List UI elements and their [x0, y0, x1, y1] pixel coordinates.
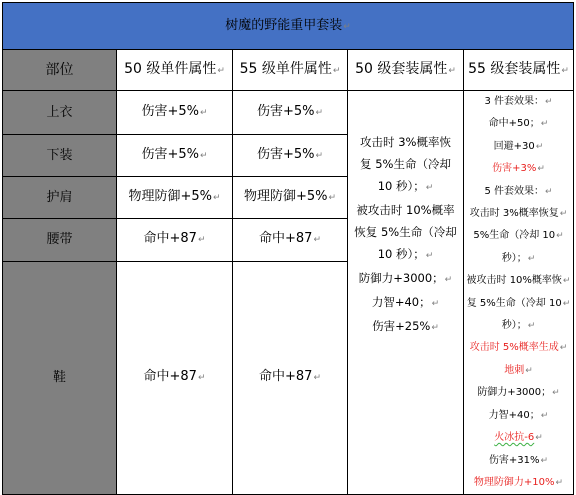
table-title [3, 3, 574, 50]
set55-line [464, 472, 573, 494]
set55-line-text: 伤害+31% [488, 454, 540, 466]
paragraph-mark-icon: ↵ [197, 373, 206, 384]
value-text: 物理防御+5% [243, 189, 328, 205]
paragraph-mark-icon: ↵ [559, 209, 568, 220]
part-label [3, 177, 117, 219]
set55-line [464, 225, 573, 247]
paragraph-mark-icon: ↵ [545, 97, 553, 107]
set55-line-text: 伤害+3% [492, 163, 537, 175]
paragraph-mark-icon: ↵ [535, 141, 544, 152]
set55-line-text: 防御力+3000； [477, 387, 552, 399]
value-text: 命中+87 [259, 369, 313, 385]
value-text: 伤害+5% [141, 147, 199, 163]
lv55-single-value [233, 219, 348, 261]
set55-line [464, 382, 573, 404]
set55-line [464, 181, 573, 203]
paragraph-mark-icon: ↵ [540, 119, 549, 130]
header-lv55-set-text: 55 级套装属性 [468, 60, 561, 77]
paragraph-mark-icon: ↵ [328, 193, 337, 204]
paragraph-mark-icon: ↵ [559, 343, 568, 354]
set50-line-text: 防御力+3000； [358, 271, 444, 285]
paragraph-mark-icon: ↵ [425, 251, 434, 261]
header-lv50-single-text: 50 级单件属性 [124, 60, 217, 77]
paragraph-mark-icon: ↵ [217, 65, 225, 76]
header-lv50-set [348, 50, 464, 91]
header-part-text: 部位 [45, 61, 74, 78]
value-text: 伤害+5% [256, 147, 315, 163]
paragraph-mark-icon: ↵ [431, 323, 439, 333]
set55-line [464, 450, 573, 472]
set55-line [464, 113, 573, 135]
set55-line [464, 270, 573, 292]
set55-line-text: 命中+50； [488, 118, 540, 130]
header-lv55-set [464, 50, 574, 91]
set55-line [464, 427, 573, 449]
paragraph-mark-icon: ↵ [444, 275, 453, 285]
paragraph-mark-icon: ↵ [555, 477, 564, 488]
set50-line: 复 5%生命（冷却 [360, 157, 451, 171]
header-lv50-single [117, 50, 233, 91]
paragraph-mark-icon: ↵ [537, 164, 545, 175]
set55-line-text: 物理防御力+10% [473, 476, 555, 488]
set55-line [464, 91, 573, 113]
header-part [3, 50, 117, 91]
part-label-text: 下装 [46, 148, 73, 164]
set55-line-text: 秒）； [501, 320, 527, 332]
paragraph-mark-icon: ↵ [545, 186, 553, 197]
paragraph-mark-icon: ↵ [343, 21, 351, 32]
header-lv55-single [233, 50, 348, 91]
set55-line [464, 315, 573, 337]
lv50-single-value [117, 261, 233, 495]
set55-line [464, 405, 573, 427]
set55-line [464, 337, 573, 359]
set50-line [348, 291, 463, 315]
paragraph-mark-icon: ↵ [199, 108, 208, 119]
part-label-text: 鞋 [52, 370, 66, 386]
paragraph-mark-icon: ↵ [540, 455, 549, 466]
lv50-single-value [117, 91, 233, 135]
set55-line-text: 地刺 [504, 364, 525, 376]
table-title-text: 树魔的野能重甲套装 [225, 17, 343, 33]
paragraph-mark-icon: ↵ [540, 410, 549, 421]
lv50-single-value [117, 177, 233, 219]
set55-line-text: 5%生命（冷却 10 [473, 230, 556, 242]
set55-line [464, 248, 573, 270]
set55-line [464, 360, 573, 382]
header-lv55-single-text: 55 级单件属性 [239, 60, 332, 77]
lv55-single-value [233, 91, 348, 135]
paragraph-mark-icon: ↵ [425, 183, 434, 193]
paragraph-mark-icon: ↵ [448, 65, 456, 76]
lv55-single-value [233, 177, 348, 219]
part-label-text: 腰带 [46, 232, 73, 248]
lv50-single-value [117, 135, 233, 177]
set50-line-text: 10 秒）； [377, 179, 425, 193]
value-text: 伤害+5% [256, 104, 315, 120]
paragraph-mark-icon: ↵ [527, 321, 536, 332]
set55-line-text: 复 5%生命（冷却 10 [466, 297, 562, 309]
value-text: 伤害+5% [141, 104, 199, 120]
paragraph-mark-icon: ↵ [562, 276, 571, 287]
paragraph-mark-icon: ↵ [535, 433, 543, 444]
part-label [3, 135, 117, 177]
set50-line [348, 315, 463, 339]
set50-line-text: 10 秒）； [377, 247, 425, 261]
set55-line-text: 攻击时 3%概率恢复 [469, 208, 559, 220]
set55-line [464, 293, 573, 315]
set55-line-text: 秒）； [501, 252, 527, 264]
value-text: 命中+87 [143, 231, 197, 247]
part-label [3, 261, 117, 495]
set55-line-text: 力智+40； [488, 409, 540, 421]
set55-line-text: 火冰抗-6 [494, 432, 535, 444]
lv55-single-value [233, 135, 348, 177]
set55-line-text: 被攻击时 10%概率恢 [466, 275, 562, 287]
paragraph-mark-icon: ↵ [562, 298, 571, 309]
value-text: 物理防御+5% [128, 189, 212, 205]
set50-line: 恢复 5%生命（冷却 [354, 225, 457, 239]
value-text: 命中+87 [259, 231, 313, 247]
header-lv50-set-text: 50 级套装属性 [355, 60, 448, 77]
part-label-text: 护肩 [46, 190, 73, 206]
set50-line [348, 243, 463, 267]
paragraph-mark-icon: ↵ [527, 253, 536, 264]
paragraph-mark-icon: ↵ [525, 365, 533, 376]
value-text: 命中+87 [143, 369, 197, 385]
paragraph-mark-icon: ↵ [313, 373, 321, 384]
paragraph-mark-icon: ↵ [199, 151, 208, 162]
paragraph-mark-icon: ↵ [315, 151, 324, 162]
lv55-set-effects [464, 91, 574, 495]
lv50-set-effects [348, 91, 464, 495]
paragraph-mark-icon: ↵ [332, 65, 341, 76]
paragraph-mark-icon: ↵ [212, 193, 221, 204]
part-label [3, 219, 117, 261]
paragraph-mark-icon: ↵ [197, 235, 206, 246]
equipment-set-table [2, 2, 574, 495]
paragraph-mark-icon: ↵ [556, 231, 564, 242]
set55-line-text: 3 件套效果： [484, 96, 544, 107]
set50-line: 被攻击时 10%概率 [356, 203, 455, 217]
paragraph-mark-icon: ↵ [552, 388, 560, 399]
set55-line [464, 203, 573, 225]
set55-line-text: 攻击时 5%概率生成 [469, 342, 559, 354]
paragraph-mark-icon: ↵ [431, 299, 440, 309]
set55-line [464, 158, 573, 180]
lv55-single-value [233, 261, 348, 495]
paragraph-mark-icon: ↵ [313, 235, 321, 246]
set50-line [348, 267, 463, 291]
set50-line [348, 175, 463, 199]
set50-line: 攻击时 3%概率恢 [360, 135, 451, 149]
paragraph-mark-icon: ↵ [561, 65, 569, 76]
set50-line-text: 力智+40； [371, 295, 431, 309]
set55-line-text: 回避+30 [493, 140, 535, 152]
set50-line-text: 伤害+25% [372, 319, 431, 333]
set55-line [464, 136, 573, 158]
lv50-single-value [117, 219, 233, 261]
paragraph-mark-icon: ↵ [315, 108, 324, 119]
table-row [3, 91, 574, 135]
part-label-text: 上衣 [46, 105, 73, 121]
set55-line-text: 5 件套效果： [484, 185, 544, 197]
part-label [3, 91, 117, 135]
